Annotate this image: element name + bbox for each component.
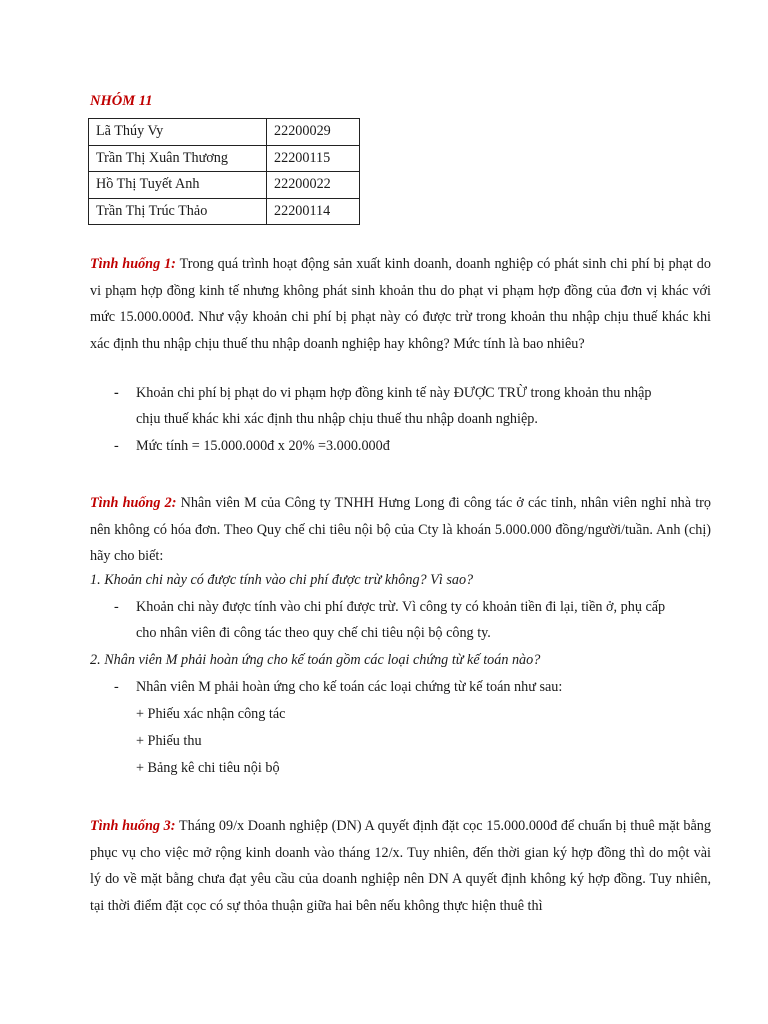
table-row [89, 198, 360, 225]
case2-answer1-line1: Khoản chi này được tính vào chi phí được trừ. Vì công ty có khoản tiền đi lại, tiền ở, phụ cấp [136, 599, 666, 615]
bullet-dash: - [114, 679, 119, 695]
list-item: + Bảng kê chi tiêu nội bộ [136, 760, 280, 776]
case2-text: Nhân viên M của Công ty TNHH Hưng Long đi công tác ở các tỉnh, nhân viên nghỉ nhà trọ nên không có hóa đơn. Theo Quy chế chi tiêu nội bộ của Cty là khoán 5.000.000 đồng/người/tuần. Anh (chị) hãy cho biết: [90, 495, 711, 565]
case2-paragraph [90, 490, 711, 570]
case1-label: Tình huống 1: [90, 256, 176, 272]
members-table [88, 118, 360, 225]
member-id: 22200114 [267, 198, 360, 225]
member-name: Trần Thị Xuân Thương [89, 145, 267, 172]
case3-paragraph [90, 813, 711, 919]
case2-question1: 1. Khoản chi này có được tính vào chi phí được trừ không? Vì sao? [90, 572, 474, 588]
table-row [89, 119, 360, 146]
bullet-dash: - [114, 438, 119, 454]
case1-paragraph [90, 251, 711, 357]
case3-text: Tháng 09/x Doanh nghiệp (DN) A quyết định đặt cọc 15.000.000đ để chuẩn bị thuê mặt bằng phục vụ cho việc mở rộng kinh doanh vào tháng 12/x. Tuy nhiên, đến thời gian ký hợp đồng thì do một vài lý do về mặt bằng chưa đạt yêu cầu của doanh nghiệp nên DN A quyết định không ký hợp đồng. Tuy nhiên, tại thời điểm đặt cọc có sự thỏa thuận giữa hai bên nếu không thực hiện thuê thì [90, 818, 711, 914]
member-name: Hồ Thị Tuyết Anh [89, 172, 267, 199]
group-title: NHÓM 11 [90, 93, 153, 109]
case3-label: Tình huống 3: [90, 818, 176, 834]
member-id: 22200022 [267, 172, 360, 199]
member-name: Lã Thúy Vy [89, 119, 267, 146]
case2-answer1-line2: cho nhân viên đi công tác theo quy chế chi tiêu nội bộ công ty. [136, 625, 491, 641]
list-item: + Phiếu xác nhận công tác [136, 706, 286, 722]
case2-answer2: Nhân viên M phải hoàn ứng cho kế toán các loại chứng từ kế toán như sau: [136, 679, 563, 695]
list-item: + Phiếu thu [136, 733, 202, 749]
table-row [89, 145, 360, 172]
bullet-dash: - [114, 385, 119, 401]
member-id: 22200115 [267, 145, 360, 172]
member-name: Trần Thị Trúc Thảo [89, 198, 267, 225]
case1-text: Trong quá trình hoạt động sản xuất kinh doanh, doanh nghiệp có phát sinh chi phí bị phạt do vi phạm hợp đồng kinh tế nhưng không phát sinh khoản thu do phạt vi phạm hợp đồng của đơn vị khác với mức 15.000.000đ. Như vậy khoản chi phí bị phạt này có được trừ trong khoản thu nhập chịu thuế khác khi xác định thu nhập chịu thuế thu nhập doanh nghiệp hay không? Mức tính là bao nhiêu? [90, 256, 711, 352]
table-row [89, 172, 360, 199]
case1-bullet1-line2: chịu thuế khác khi xác định thu nhập chịu thuế thu nhập doanh nghiệp. [136, 411, 538, 427]
case1-bullet2: Mức tính = 15.000.000đ x 20% =3.000.000đ [136, 438, 390, 454]
case1-bullet1-line1: Khoản chi phí bị phạt do vi phạm hợp đồng kinh tế này ĐƯỢC TRỪ trong khoản thu nhập [136, 385, 652, 401]
case2-question2: 2. Nhân viên M phải hoàn ứng cho kế toán gồm các loại chứng từ kế toán nào? [90, 652, 541, 668]
case2-label: Tình huống 2: [90, 495, 177, 511]
bullet-dash: - [114, 599, 119, 615]
member-id: 22200029 [267, 119, 360, 146]
